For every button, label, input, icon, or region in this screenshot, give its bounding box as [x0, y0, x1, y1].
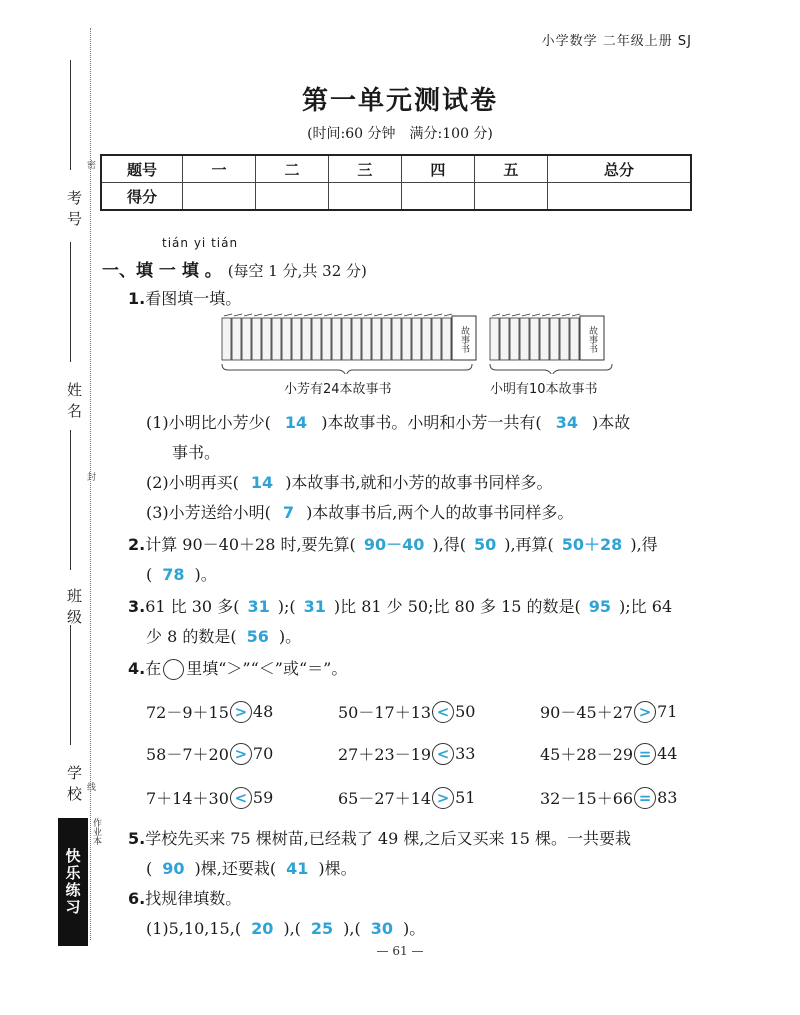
q1-sub2-text-b: )本故事书,就和小芳的故事书同样多。 — [285, 473, 553, 492]
comparison-left: 90－45＋27 — [540, 703, 634, 722]
book-spine — [262, 318, 271, 360]
book-top-edge — [384, 314, 392, 316]
blank-circle-icon — [163, 659, 184, 680]
brace-left-a — [222, 364, 346, 374]
score-cell[interactable] — [255, 183, 328, 211]
q5-answer-1[interactable]: 90 — [162, 859, 185, 878]
q3-text-a: 61 比 30 多( — [145, 597, 240, 616]
comparison-right: 83 — [657, 788, 678, 807]
score-cell[interactable] — [401, 183, 474, 211]
comparison-left: 45＋28－29 — [540, 745, 634, 764]
book-top-edge — [224, 314, 232, 316]
school-label: 学校 — [65, 765, 83, 807]
book-spine — [490, 318, 499, 360]
book-top-edge — [552, 314, 560, 316]
caption-xiaoming: 小明有10本故事书 — [490, 382, 598, 397]
comparison-answer-circle[interactable]: = — [634, 743, 656, 765]
book-top-edge — [532, 314, 540, 316]
book-spine — [372, 318, 381, 360]
score-table-score-row — [101, 183, 691, 211]
comparison-right: 44 — [657, 744, 678, 763]
comparison-left: 72－9＋15 — [146, 703, 229, 722]
page-number: — 61 — — [376, 944, 424, 958]
q2-text-d: ),得 — [630, 535, 658, 554]
class-label: 班级 — [65, 588, 83, 630]
score-header-cell: 总分 — [547, 155, 691, 183]
book-top-edge — [492, 314, 500, 316]
q1-sub1-text-c: )本故 — [591, 413, 631, 432]
q3-line2 — [146, 624, 301, 647]
comparison-right: 71 — [657, 702, 678, 721]
q4-number: 4. — [128, 659, 146, 678]
comparison-answer-circle[interactable]: > — [230, 743, 252, 765]
book-top-edge — [374, 314, 382, 316]
book-spine-label: 故事书 — [459, 326, 469, 353]
book-top-edge — [254, 314, 262, 316]
book-top-edge — [364, 314, 372, 316]
exam-id-label: 考号 — [65, 190, 83, 232]
score-header-cell: 二 — [255, 155, 328, 183]
score-header-cell: 一 — [183, 155, 256, 183]
q1-sub1 — [146, 410, 630, 433]
book-top-edge — [294, 314, 302, 316]
q1-stem — [128, 286, 241, 309]
q3-number: 3. — [128, 597, 146, 616]
q2-number: 2. — [128, 535, 146, 554]
section-pinyin: tián yi tián — [162, 236, 239, 250]
q2-answer-2[interactable]: 50 — [473, 535, 497, 554]
comparison-right: 59 — [252, 788, 274, 807]
q2-line1 — [128, 532, 658, 555]
comparison-answer-circle[interactable]: < — [432, 743, 454, 765]
q3-text-d: );比 64 — [619, 597, 673, 616]
comparison-item — [540, 700, 677, 723]
comparison-answer-circle[interactable]: > — [432, 787, 454, 809]
book-top-edge — [424, 314, 432, 316]
q5-answer-2[interactable]: 41 — [286, 859, 309, 878]
q1-sub1-text-a: (1)小明比小芳少( — [146, 413, 271, 432]
q1-sub1-answer-2[interactable]: 34 — [555, 413, 578, 432]
q1-sub3-text-a: (3)小芳送给小明( — [146, 503, 271, 522]
comparison-left: 50－17＋13 — [338, 703, 432, 722]
book-spine — [252, 318, 261, 360]
q1-sub3-answer[interactable]: 7 — [282, 503, 295, 522]
score-table — [100, 154, 692, 211]
q3-text-f: )。 — [278, 627, 302, 646]
comparison-left: 32－15＋66 — [540, 789, 634, 808]
q6-answer-2[interactable]: 25 — [310, 919, 334, 938]
q1-sub2 — [146, 470, 553, 493]
book-top-edge — [404, 314, 412, 316]
section-title-text: 一、填 一 填 。 — [102, 261, 222, 281]
cut-mark-seal-2: 封 — [85, 472, 95, 481]
book-spine — [342, 318, 351, 360]
book-top-edge — [434, 314, 442, 316]
brand-sub: 作业本 — [91, 818, 101, 845]
book-spine — [442, 318, 451, 360]
q1-sub1-answer-1[interactable]: 14 — [284, 413, 308, 432]
q3-answer-3[interactable]: 95 — [588, 597, 612, 616]
comparison-item — [146, 786, 273, 809]
q3-answer-1[interactable]: 31 — [247, 597, 270, 616]
book-spine — [222, 318, 231, 360]
book-spine — [332, 318, 341, 360]
comparison-right: 51 — [455, 788, 476, 807]
book-top-edge — [314, 314, 322, 316]
comparison-item — [338, 786, 475, 809]
q6-text-c: ),( — [343, 919, 361, 938]
name-blank[interactable] — [70, 242, 71, 362]
q1-sub1-text-b: )本故事书。小明和小芳一共有( — [321, 413, 542, 432]
q6-sub1 — [146, 916, 425, 939]
school-blank[interactable] — [70, 625, 71, 745]
comparison-answer-circle[interactable]: < — [230, 787, 252, 809]
book-spine — [422, 318, 431, 360]
comparison-item — [146, 742, 273, 765]
book-top-edge — [542, 314, 550, 316]
q5-text-d: )棵。 — [318, 859, 357, 878]
q3-answer-2[interactable]: 31 — [303, 597, 326, 616]
book-spine-label: 故事书 — [587, 326, 597, 353]
book-top-edge — [264, 314, 272, 316]
book-top-edge — [394, 314, 402, 316]
comparison-item — [338, 700, 475, 723]
q4-text-a: 在 — [145, 659, 162, 678]
q2-text-b: ),得( — [432, 535, 466, 554]
comparison-answer-circle[interactable]: > — [230, 701, 252, 723]
q6-number: 6. — [128, 889, 146, 908]
book-spine — [392, 318, 401, 360]
comparison-answer-circle[interactable]: > — [634, 701, 656, 723]
comparison-item — [338, 742, 475, 765]
q2-line2 — [146, 562, 217, 585]
book-spine — [432, 318, 441, 360]
q1-number: 1. — [128, 289, 146, 308]
score-cell[interactable] — [474, 183, 547, 211]
score-row-label: 得分 — [101, 183, 183, 211]
book-top-edge — [414, 314, 422, 316]
class-blank[interactable] — [70, 430, 71, 570]
q3-text-c: )比 81 少 50;比 80 多 15 的数是( — [333, 597, 581, 616]
score-cell[interactable] — [328, 183, 401, 211]
subject-header: 小学数学 二年级上册 SJ — [541, 34, 692, 49]
book-top-edge — [562, 314, 570, 316]
q6-text-a: (1)5,10,15,( — [146, 919, 242, 938]
score-cell[interactable] — [183, 183, 256, 211]
q1-sub3-text-b: )本故事书后,两个人的故事书同样多。 — [306, 503, 574, 522]
q3-answer-4[interactable]: 56 — [246, 627, 269, 646]
book-spine — [242, 318, 251, 360]
book-top-edge — [284, 314, 292, 316]
book-top-edge — [274, 314, 282, 316]
name-label: 姓名 — [65, 382, 83, 424]
book-spine — [382, 318, 391, 360]
comparison-answer-circle[interactable]: < — [432, 701, 454, 723]
book-spine — [550, 318, 559, 360]
score-header-cell: 五 — [474, 155, 547, 183]
comparison-left: 7＋14＋30 — [146, 789, 229, 808]
q4-stem — [128, 656, 347, 680]
brace-right-b — [552, 364, 612, 374]
q5-line1 — [128, 826, 631, 849]
book-top-edge — [344, 314, 352, 316]
score-header-cell: 三 — [328, 155, 401, 183]
book-top-edge — [444, 314, 452, 316]
q3-line1 — [128, 594, 672, 617]
comparison-left: 65－27＋14 — [338, 789, 432, 808]
q1-sub1-cont: 事书。 — [172, 443, 221, 462]
book-spine — [232, 318, 241, 360]
book-spine — [530, 318, 539, 360]
q2-text-e: ( — [146, 565, 153, 584]
q3-text-e: 少 8 的数是( — [146, 627, 237, 646]
section-note: (每空 1 分,共 32 分) — [227, 262, 367, 280]
book-top-edge — [304, 314, 312, 316]
brand-logo: 快乐练习 — [58, 818, 88, 946]
book-top-edge — [502, 314, 510, 316]
score-header-cell: 题号 — [101, 155, 183, 183]
xiaofang-books — [222, 314, 476, 360]
q2-answer-3[interactable]: 50＋28 — [561, 535, 623, 554]
comparison-item — [146, 700, 273, 723]
score-header-cell: 四 — [401, 155, 474, 183]
score-cell[interactable] — [547, 183, 691, 211]
book-spine — [520, 318, 529, 360]
comparison-answer-circle[interactable]: = — [634, 787, 656, 809]
q6-text-d: )。 — [403, 919, 426, 938]
brace-left-b — [346, 364, 472, 374]
q2-text-c: ),再算( — [504, 535, 554, 554]
comparison-item — [540, 742, 677, 765]
book-spine — [412, 318, 421, 360]
book-top-edge — [522, 314, 530, 316]
q2-answer-1[interactable]: 90－40 — [363, 535, 425, 554]
page-subtitle: (时间:60 分钟 满分:100 分) — [307, 126, 493, 142]
q4-text-b: 里填“＞”“＜”或“＝”。 — [186, 659, 348, 678]
books-figure — [218, 312, 618, 374]
q1-sub2-text-a: (2)小明再买( — [146, 473, 239, 492]
comparison-item — [540, 786, 677, 809]
cut-mark-line: 线 — [85, 782, 95, 791]
book-spine — [402, 318, 411, 360]
q1-sub3 — [146, 500, 573, 523]
q6-text: 找规律填数。 — [145, 889, 242, 908]
q1-sub2-answer[interactable]: 14 — [250, 473, 274, 492]
q1-text: 看图填一填。 — [145, 289, 242, 308]
comparison-right: 50 — [455, 702, 476, 721]
book-spine — [500, 318, 509, 360]
book-spine — [560, 318, 569, 360]
book-spine — [272, 318, 281, 360]
book-top-edge — [572, 314, 580, 316]
comparison-right: 33 — [455, 744, 476, 763]
book-spine — [570, 318, 579, 360]
q2-answer-4[interactable]: 78 — [162, 565, 185, 584]
score-table-header-row — [101, 155, 691, 183]
q6-answer-1[interactable]: 20 — [251, 919, 274, 938]
book-top-edge — [244, 314, 252, 316]
comparison-left: 58－7＋20 — [146, 745, 229, 764]
comparison-right: 70 — [252, 744, 274, 763]
q5-text-b: ( — [146, 859, 153, 878]
q6-answer-3[interactable]: 30 — [370, 919, 394, 938]
q5-line2 — [146, 856, 357, 879]
q6-text-b: ),( — [283, 919, 301, 938]
caption-xiaofang: 小芳有24本故事书 — [284, 382, 392, 397]
book-spine — [510, 318, 519, 360]
q5-text-a: 学校先买来 75 棵树苗,已经栽了 49 棵,之后又买来 15 棵。一共要栽 — [145, 829, 631, 848]
cut-mark-seal: 密 — [85, 160, 95, 169]
book-spine — [282, 318, 291, 360]
book-top-edge — [324, 314, 332, 316]
q2-text-a: 计算 90－40＋28 时,要先算( — [145, 535, 356, 554]
book-spine — [362, 318, 371, 360]
q6-stem — [128, 886, 241, 909]
book-spine — [352, 318, 361, 360]
book-spine — [302, 318, 311, 360]
book-top-edge — [334, 314, 342, 316]
q5-text-c: )棵,还要栽( — [194, 859, 277, 878]
comparison-right: 48 — [252, 702, 274, 721]
book-spine — [312, 318, 321, 360]
book-spine — [322, 318, 331, 360]
book-top-edge — [512, 314, 520, 316]
q2-text-f: )。 — [194, 565, 217, 584]
book-spine — [540, 318, 549, 360]
brace-right-a — [490, 364, 552, 374]
book-top-edge — [234, 314, 242, 316]
comparison-left: 27＋23－19 — [338, 745, 432, 764]
section-title — [102, 256, 367, 281]
q5-number: 5. — [128, 829, 146, 848]
page-title: 第一单元测试卷 — [301, 86, 498, 116]
book-top-edge — [354, 314, 362, 316]
book-spine — [292, 318, 301, 360]
q3-text-b: );( — [277, 597, 296, 616]
